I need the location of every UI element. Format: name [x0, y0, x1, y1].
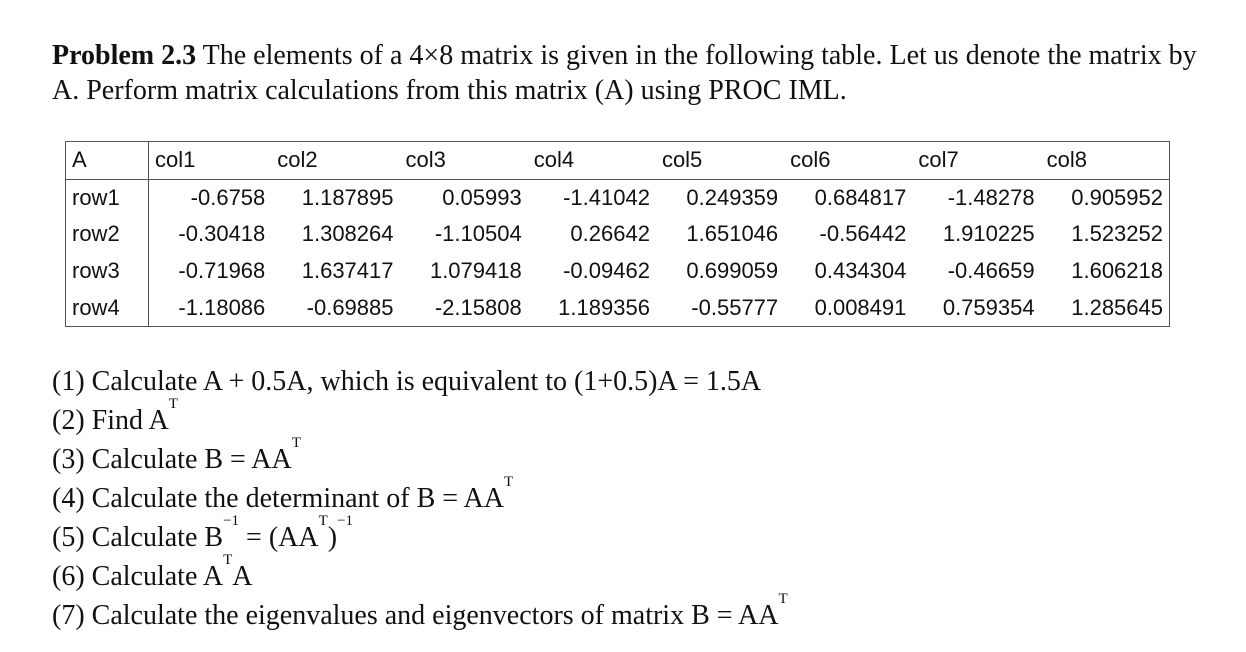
- table-cell: 1.187895: [301, 184, 394, 210]
- problem-text: The elements of a 4×8 matrix is given in the following table. Let us denote the matrix by A. Perform matrix calculations from this matrix (A) using PROC IML.: [52, 40, 1197, 106]
- table-cell: 0.434304: [814, 258, 907, 284]
- row-label: row2: [66, 216, 149, 253]
- task-4-text: (4) Calculate the determinant of B = AA: [52, 483, 504, 514]
- task-3-text: (3) Calculate B = AA: [52, 444, 292, 475]
- table-cell: 0.684817: [814, 184, 907, 210]
- transpose-superscript: T: [168, 396, 178, 412]
- table-cell: -0.69885: [306, 294, 394, 320]
- table-cell: 0.759354: [942, 294, 1035, 320]
- column-header: col8: [1041, 142, 1170, 180]
- task-7-text: (7) Calculate the eigenvalues and eigenvectors of matrix B = AA: [52, 600, 779, 631]
- table-row: [66, 179, 1170, 216]
- task-6-tail: A: [232, 561, 253, 592]
- transpose-superscript: T: [504, 474, 514, 490]
- task-3: [52, 435, 788, 479]
- table-cell: 1.651046: [686, 221, 779, 247]
- inverse-superscript: −1: [337, 513, 354, 529]
- table-cell: 0.05993: [442, 184, 522, 210]
- table-cell: -0.6758: [190, 184, 266, 210]
- table-cell: -0.56442: [819, 221, 907, 247]
- task-list: [52, 362, 788, 635]
- table-corner-cell: A: [66, 142, 149, 180]
- table-cell: 1.606218: [1071, 258, 1163, 284]
- inverse-superscript: −1: [223, 513, 240, 529]
- table-cell: 1.523252: [1071, 221, 1163, 247]
- task-5-close: ): [327, 522, 338, 553]
- table-cell: 0.905952: [1071, 184, 1163, 210]
- table-cell: 0.008491: [814, 294, 907, 320]
- table-row: [66, 253, 1170, 290]
- column-header: col7: [912, 142, 1040, 180]
- table-cell: 0.26642: [570, 221, 650, 247]
- row-label: row4: [66, 289, 149, 326]
- column-header: col2: [271, 142, 399, 180]
- table-cell: 1.308264: [301, 221, 394, 247]
- task-2-text: (2) Find A: [52, 405, 169, 436]
- table-row: [66, 216, 1170, 253]
- table-cell: -1.41042: [563, 184, 650, 210]
- table-cell: 1.189356: [558, 294, 650, 320]
- table-cell: -0.71968: [178, 258, 266, 284]
- table-cell: -0.46659: [947, 258, 1035, 284]
- table-cell: 1.637417: [301, 258, 394, 284]
- table-cell: -0.09462: [563, 258, 650, 284]
- task-5-text: (5) Calculate B: [52, 522, 224, 553]
- transpose-superscript: T: [318, 513, 328, 529]
- table-cell: -1.48278: [947, 184, 1035, 210]
- column-header: col6: [784, 142, 912, 180]
- column-header: col3: [400, 142, 528, 180]
- task-4: [52, 474, 788, 518]
- table-header-row: [66, 142, 1170, 180]
- table-cell: -0.30418: [178, 221, 266, 247]
- table-cell: 1.285645: [1071, 294, 1163, 320]
- matrix-table: [65, 141, 1170, 327]
- transpose-superscript: T: [291, 435, 301, 451]
- transpose-superscript: T: [223, 552, 233, 568]
- problem-statement: [52, 38, 1202, 108]
- table-cell: -0.55777: [691, 294, 779, 320]
- column-header: col4: [528, 142, 656, 180]
- problem-label: Problem 2.3: [52, 40, 197, 71]
- table-cell: 1.079418: [429, 258, 522, 284]
- column-header: col1: [149, 142, 272, 180]
- table-cell: -2.15808: [434, 294, 522, 320]
- table-cell: 0.699059: [686, 258, 779, 284]
- transpose-superscript: T: [778, 591, 788, 607]
- task-5: [52, 513, 788, 557]
- task-1: [52, 362, 788, 401]
- task-6: [52, 552, 788, 596]
- table-cell: -1.10504: [434, 221, 522, 247]
- row-label: row3: [66, 253, 149, 290]
- table-cell: 1.910225: [942, 221, 1035, 247]
- table-cell: 0.249359: [686, 184, 779, 210]
- column-header: col5: [656, 142, 784, 180]
- task-1-text: (1) Calculate A + 0.5A, which is equivalent to (1+0.5)A = 1.5A: [52, 366, 762, 397]
- task-2: [52, 396, 788, 440]
- table-row: [66, 289, 1170, 326]
- row-label: row1: [66, 179, 149, 216]
- task-5-mid: = (AA: [239, 522, 319, 553]
- task-7: [52, 591, 788, 635]
- table-cell: -1.18086: [178, 294, 266, 320]
- task-6-text: (6) Calculate A: [52, 561, 224, 592]
